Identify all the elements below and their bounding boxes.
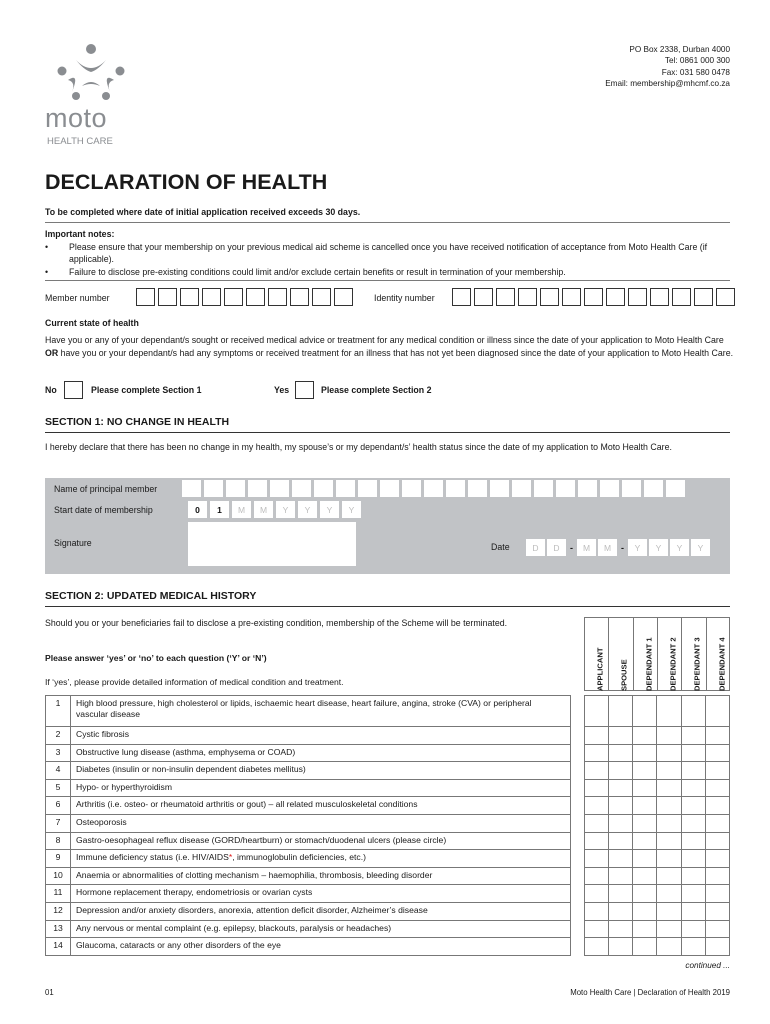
answer-cell[interactable]	[681, 850, 705, 868]
answer-grid	[584, 695, 730, 956]
char-box[interactable]	[644, 480, 663, 497]
condition-text: Immune deficiency status (i.e. HIV/AIDS*, immunoglobulin deficiencies, etc.)	[71, 850, 571, 868]
condition-text: Arthritis (i.e. osteo- or rheumatoid arthritis or gout) – all related musculoskeletal conditions	[71, 797, 571, 815]
condition-text: Cystic fibrosis	[71, 727, 571, 745]
answer-cell[interactable]	[609, 779, 633, 797]
answer-cell[interactable]	[585, 920, 609, 938]
char-box[interactable]	[496, 288, 515, 306]
answer-cell[interactable]	[657, 867, 681, 885]
identity-number-label: Identity number	[374, 293, 435, 303]
bullet: •	[45, 241, 49, 252]
continued-note: continued ...	[685, 961, 730, 970]
logo-subtitle: HEALTH CARE	[47, 136, 113, 147]
char-box[interactable]	[290, 288, 309, 306]
no-instruction: Please complete Section 1	[91, 385, 202, 395]
current-state-text	[45, 334, 735, 359]
answer-cell[interactable]	[633, 920, 657, 938]
row-number: 13	[46, 920, 71, 938]
condition-text: Any nervous or mental complaint (e.g. epilepsy, blackouts, paralysis or headaches)	[71, 920, 571, 938]
row-number: 12	[46, 902, 71, 920]
table-row	[46, 797, 571, 815]
footnote-marker: *	[228, 852, 233, 863]
char-box[interactable]	[512, 480, 531, 497]
date-char-box[interactable]: 1	[210, 501, 229, 518]
condition-text: Depression and/or anxiety disorders, anorexia, attention deficit disorder, Alzheimer’s disease	[71, 902, 571, 920]
char-box[interactable]	[694, 288, 713, 306]
answer-cell[interactable]	[633, 744, 657, 762]
answer-cell[interactable]	[585, 779, 609, 797]
answer-cell[interactable]	[705, 744, 729, 762]
answer-cell[interactable]	[705, 832, 729, 850]
char-box[interactable]	[402, 480, 421, 497]
row-number: 11	[46, 885, 71, 903]
char-box[interactable]	[336, 480, 355, 497]
table-row	[46, 762, 571, 780]
answer-cell[interactable]	[657, 850, 681, 868]
char-box[interactable]	[468, 480, 487, 497]
char-box[interactable]	[424, 480, 443, 497]
table-row	[46, 902, 571, 920]
date-field[interactable]	[526, 539, 710, 556]
answer-cell[interactable]	[585, 850, 609, 868]
char-box[interactable]	[246, 288, 265, 306]
answer-cell[interactable]	[657, 814, 681, 832]
answer-cell[interactable]	[585, 696, 609, 727]
answer-cell[interactable]	[633, 832, 657, 850]
column-header-label: DEPENDANT 2	[668, 637, 678, 691]
table-row	[46, 867, 571, 885]
answer-cell[interactable]	[657, 744, 681, 762]
date-char-box[interactable]: M	[232, 501, 251, 518]
table-row	[46, 779, 571, 797]
table-row	[46, 814, 571, 832]
answer-cell[interactable]	[657, 696, 681, 727]
medical-history-table	[45, 695, 571, 956]
row-number: 10	[46, 867, 71, 885]
identity-number-field[interactable]	[452, 288, 735, 306]
answer-cell[interactable]	[681, 920, 705, 938]
answer-cell[interactable]	[681, 832, 705, 850]
note-text: Failure to disclose pre-existing conditions could limit and/or exclude certain benefits or result in termination of your membership.	[69, 266, 566, 277]
answer-row	[585, 902, 730, 920]
answer-cell[interactable]	[585, 885, 609, 903]
date-char-box[interactable]: M	[577, 539, 596, 556]
divider	[45, 222, 730, 223]
answer-cell[interactable]	[681, 867, 705, 885]
signature-field[interactable]	[188, 522, 356, 566]
answer-cell[interactable]	[705, 696, 729, 727]
condition-text: Obstructive lung disease (asthma, emphysema or COAD)	[71, 744, 571, 762]
answer-cell[interactable]	[657, 920, 681, 938]
answer-cell[interactable]	[585, 902, 609, 920]
page-title: DECLARATION OF HEALTH	[45, 170, 328, 194]
answer-cell[interactable]	[657, 727, 681, 745]
answer-cell[interactable]	[705, 814, 729, 832]
answer-cell[interactable]	[681, 797, 705, 815]
date-char-box[interactable]: D	[526, 539, 545, 556]
date-char-box[interactable]: Y	[320, 501, 339, 518]
answer-cell[interactable]	[681, 885, 705, 903]
row-number: 4	[46, 762, 71, 780]
current-state-text-b: have you or your dependant/s had any symptoms or received treatment for an illness that has not yet been diagnosed since the date of your application to Moto Health Care.	[58, 347, 734, 358]
char-box[interactable]	[578, 480, 597, 497]
char-box[interactable]	[490, 480, 509, 497]
answer-cell[interactable]	[633, 779, 657, 797]
answer-cell[interactable]	[705, 727, 729, 745]
page-subtitle: To be completed where date of initial application received exceeds 30 days.	[45, 207, 361, 217]
char-box[interactable]	[312, 288, 331, 306]
answer-cell[interactable]	[681, 938, 705, 956]
answer-cell[interactable]	[657, 779, 681, 797]
answer-cell[interactable]	[609, 850, 633, 868]
char-box[interactable]	[314, 480, 333, 497]
detail-instruction: If ‘yes’, please provide detailed information of medical condition and treatment.	[45, 677, 344, 687]
table-row	[46, 850, 571, 868]
column-header	[584, 619, 608, 691]
char-box[interactable]	[136, 288, 155, 306]
condition-text: Glaucoma, cataracts or any other disorders of the eye	[71, 938, 571, 956]
answer-cell[interactable]	[633, 850, 657, 868]
char-box[interactable]	[716, 288, 735, 306]
answer-cell[interactable]	[609, 744, 633, 762]
start-date-label: Start date of membership	[54, 505, 153, 515]
answer-cell[interactable]	[585, 938, 609, 956]
condition-text: Hormone replacement therapy, endometriosis or ovarian cysts	[71, 885, 571, 903]
date-separator: -	[621, 542, 624, 553]
answer-instruction: Please answer ‘yes’ or ‘no’ to each question (‘Y’ or ‘N’)	[45, 653, 267, 663]
yes-checkbox[interactable]	[295, 381, 314, 399]
answer-cell[interactable]	[681, 696, 705, 727]
char-box[interactable]	[158, 288, 177, 306]
column-header-label: SPOUSE	[619, 659, 629, 691]
condition-text: Osteoporosis	[71, 814, 571, 832]
answer-cell[interactable]	[585, 797, 609, 815]
answer-cell[interactable]	[585, 832, 609, 850]
divider	[45, 606, 730, 607]
current-state-heading: Current state of health	[45, 318, 139, 328]
answer-row	[585, 867, 730, 885]
char-box[interactable]	[534, 480, 553, 497]
answer-cell[interactable]	[609, 902, 633, 920]
answer-cell[interactable]	[681, 744, 705, 762]
column-divider	[706, 617, 707, 691]
char-box[interactable]	[270, 480, 289, 497]
answer-cell[interactable]	[633, 762, 657, 780]
important-notes	[45, 228, 735, 278]
answer-row	[585, 832, 730, 850]
footer-title: Moto Health Care | Declaration of Health 2019	[570, 988, 730, 997]
char-box[interactable]	[556, 480, 575, 497]
answer-row	[585, 762, 730, 780]
condition-text: Diabetes (insulin or non-insulin dependent diabetes mellitus)	[71, 762, 571, 780]
char-box[interactable]	[180, 288, 199, 306]
column-header-label: DEPENDANT 3	[692, 637, 702, 691]
char-box[interactable]	[202, 288, 221, 306]
date-separator: -	[570, 542, 573, 553]
char-box[interactable]	[584, 288, 603, 306]
section-2-heading: SECTION 2: UPDATED MEDICAL HISTORY	[45, 590, 257, 602]
date-char-box[interactable]: D	[547, 539, 566, 556]
column-header-label: DEPENDANT 4	[717, 637, 727, 691]
date-char-box[interactable]: Y	[670, 539, 689, 556]
column-divider	[657, 617, 658, 691]
table-row	[46, 885, 571, 903]
column-header	[608, 619, 632, 691]
answer-cell[interactable]	[657, 938, 681, 956]
column-header-label: DEPENDANT 1	[644, 637, 654, 691]
table-row	[46, 920, 571, 938]
answer-cell[interactable]	[633, 885, 657, 903]
address-line: Tel: 0861 000 300	[664, 56, 730, 66]
note-text: Please ensure that your membership on your previous medical aid scheme is cancelled once you have received notification of acceptance from Moto Health Care (if applicable).	[69, 241, 708, 264]
answer-row	[585, 744, 730, 762]
answer-row	[585, 850, 730, 868]
answer-row	[585, 938, 730, 956]
date-char-box[interactable]: Y	[298, 501, 317, 518]
section-1-heading: SECTION 1: NO CHANGE IN HEALTH	[45, 416, 230, 428]
char-box[interactable]	[268, 288, 287, 306]
table-row	[46, 696, 571, 727]
answer-cell[interactable]	[609, 832, 633, 850]
current-state-text-a: Have you or any of your dependant/s sought or received medical advice or treatment for any medical condition or illness since the date of your application to Moto Health Care	[45, 335, 724, 345]
date-char-box[interactable]: Y	[691, 539, 710, 556]
answer-cell[interactable]	[633, 797, 657, 815]
answer-row	[585, 885, 730, 903]
answer-cell[interactable]	[585, 814, 609, 832]
char-box[interactable]	[562, 288, 581, 306]
char-box[interactable]	[666, 480, 685, 497]
answer-cell[interactable]	[681, 762, 705, 780]
answer-cell[interactable]	[657, 902, 681, 920]
char-box[interactable]	[182, 480, 201, 497]
char-box[interactable]	[226, 480, 245, 497]
char-box[interactable]	[334, 288, 353, 306]
table-row	[46, 832, 571, 850]
answer-cell[interactable]	[585, 744, 609, 762]
address-line: PO Box 2338, Durban 4000	[629, 45, 730, 54]
row-number: 3	[46, 744, 71, 762]
row-number: 9	[46, 850, 71, 868]
char-box[interactable]	[518, 288, 537, 306]
answer-cell[interactable]	[633, 938, 657, 956]
note-item	[45, 266, 735, 279]
answer-cell[interactable]	[609, 867, 633, 885]
condition-text: Gastro-oesophageal reflux disease (GORD/heartburn) or stomach/duodenal ulcers (please circle)	[71, 832, 571, 850]
row-number: 5	[46, 779, 71, 797]
row-number: 2	[46, 727, 71, 745]
column-divider	[681, 617, 682, 691]
answer-cell[interactable]	[585, 762, 609, 780]
note-item	[45, 241, 735, 266]
answer-cell[interactable]	[609, 797, 633, 815]
column-divider	[608, 617, 609, 691]
date-char-box[interactable]: M	[254, 501, 273, 518]
answer-cell[interactable]	[633, 696, 657, 727]
answer-cell[interactable]	[681, 727, 705, 745]
no-label: No	[45, 385, 57, 395]
char-box[interactable]	[650, 288, 669, 306]
char-box[interactable]	[452, 288, 471, 306]
divider	[45, 280, 730, 281]
row-number: 14	[46, 938, 71, 956]
answer-cell[interactable]	[681, 902, 705, 920]
column-divider	[633, 617, 634, 691]
answer-cell[interactable]	[633, 902, 657, 920]
answer-cell[interactable]	[705, 762, 729, 780]
column-header	[681, 619, 705, 691]
column-header	[706, 619, 730, 691]
char-box[interactable]	[292, 480, 311, 497]
answer-row	[585, 814, 730, 832]
date-char-box[interactable]: Y	[649, 539, 668, 556]
answer-cell[interactable]	[609, 938, 633, 956]
char-box[interactable]	[358, 480, 377, 497]
address-line: Email: membership@mhcmf.co.za	[605, 78, 730, 88]
column-header	[633, 619, 657, 691]
char-box[interactable]	[672, 288, 691, 306]
moto-logo-icon	[46, 42, 136, 104]
answer-cell[interactable]	[585, 867, 609, 885]
answer-cell[interactable]	[609, 727, 633, 745]
answer-row	[585, 920, 730, 938]
condition-text: Hypo- or hyperthyroidism	[71, 779, 571, 797]
answer-cell[interactable]	[705, 797, 729, 815]
member-number-field[interactable]	[136, 288, 353, 306]
answer-cell[interactable]	[705, 938, 729, 956]
column-header	[657, 619, 681, 691]
answer-cell[interactable]	[609, 696, 633, 727]
answer-row	[585, 797, 730, 815]
condition-text: High blood pressure, high cholesterol or lipids, ischaemic heart disease, heart failure, angina, stroke (CVA) or peripheral vascular disease	[71, 696, 571, 727]
answer-cell[interactable]	[609, 814, 633, 832]
principal-member-label: Name of principal member	[54, 484, 158, 494]
table-row	[46, 727, 571, 745]
answer-cell[interactable]	[657, 832, 681, 850]
char-box[interactable]	[622, 480, 641, 497]
answer-cell[interactable]	[705, 885, 729, 903]
no-checkbox[interactable]	[64, 381, 83, 399]
answer-cell[interactable]	[657, 797, 681, 815]
row-number: 1	[46, 696, 71, 727]
answer-cell[interactable]	[633, 727, 657, 745]
answer-cell[interactable]	[705, 867, 729, 885]
answer-cell[interactable]	[705, 850, 729, 868]
section-1-text: I hereby declare that there has been no change in my health, my spouse’s or my dependant/s’ health status since the date of my application to Moto Health Care.	[45, 442, 672, 452]
page-number: 01	[45, 988, 54, 997]
row-number: 6	[46, 797, 71, 815]
answer-row	[585, 779, 730, 797]
answer-cell[interactable]	[657, 762, 681, 780]
date-char-box[interactable]: Y	[342, 501, 361, 518]
char-box[interactable]	[204, 480, 223, 497]
row-number: 7	[46, 814, 71, 832]
answer-cell[interactable]	[657, 885, 681, 903]
date-char-box[interactable]: M	[598, 539, 617, 556]
char-box[interactable]	[474, 288, 493, 306]
member-number-label: Member number	[45, 293, 110, 303]
column-header-label: APPLICANT	[595, 647, 605, 691]
table-row	[46, 744, 571, 762]
table-row	[46, 938, 571, 956]
answer-cell[interactable]	[705, 902, 729, 920]
answer-row	[585, 696, 730, 727]
char-box[interactable]	[600, 480, 619, 497]
date-char-box[interactable]: 0	[188, 501, 207, 518]
answer-row	[585, 727, 730, 745]
divider	[45, 432, 730, 433]
row-number: 8	[46, 832, 71, 850]
condition-text: Anaemia or abnormalities of clotting mechanism – haemophilia, thrombosis, bleeding disorder	[71, 867, 571, 885]
yes-instruction: Please complete Section 2	[321, 385, 432, 395]
char-box[interactable]	[380, 480, 399, 497]
char-box[interactable]	[606, 288, 625, 306]
signature-label: Signature	[54, 538, 92, 548]
answer-cell[interactable]	[609, 920, 633, 938]
yes-label: Yes	[274, 385, 290, 395]
bullet: •	[45, 266, 49, 277]
answer-cell[interactable]	[633, 867, 657, 885]
logo-wordmark: moto	[45, 103, 108, 133]
address-line: Fax: 031 580 0478	[661, 67, 730, 77]
current-state-or: OR	[45, 347, 59, 358]
contact-address	[605, 44, 730, 89]
char-box[interactable]	[224, 288, 243, 306]
answer-cell[interactable]	[633, 814, 657, 832]
answer-cell[interactable]	[705, 920, 729, 938]
section-2-text: Should you or your beneficiaries fail to disclose a pre-existing condition, membership of the Scheme will be terminated.	[45, 618, 508, 628]
answer-cell[interactable]	[609, 762, 633, 780]
answer-cell[interactable]	[585, 727, 609, 745]
principal-member-field[interactable]	[182, 480, 685, 497]
answer-cell[interactable]	[705, 779, 729, 797]
answer-cell[interactable]	[609, 885, 633, 903]
notes-heading: Important notes:	[45, 229, 115, 239]
char-box[interactable]	[628, 288, 647, 306]
answer-cell[interactable]	[681, 814, 705, 832]
date-char-box[interactable]: Y	[628, 539, 647, 556]
char-box[interactable]	[446, 480, 465, 497]
date-char-box[interactable]: Y	[276, 501, 295, 518]
answer-cell[interactable]	[681, 779, 705, 797]
start-date-field[interactable]	[188, 501, 361, 518]
char-box[interactable]	[540, 288, 559, 306]
char-box[interactable]	[248, 480, 267, 497]
date-label: Date	[491, 542, 510, 552]
